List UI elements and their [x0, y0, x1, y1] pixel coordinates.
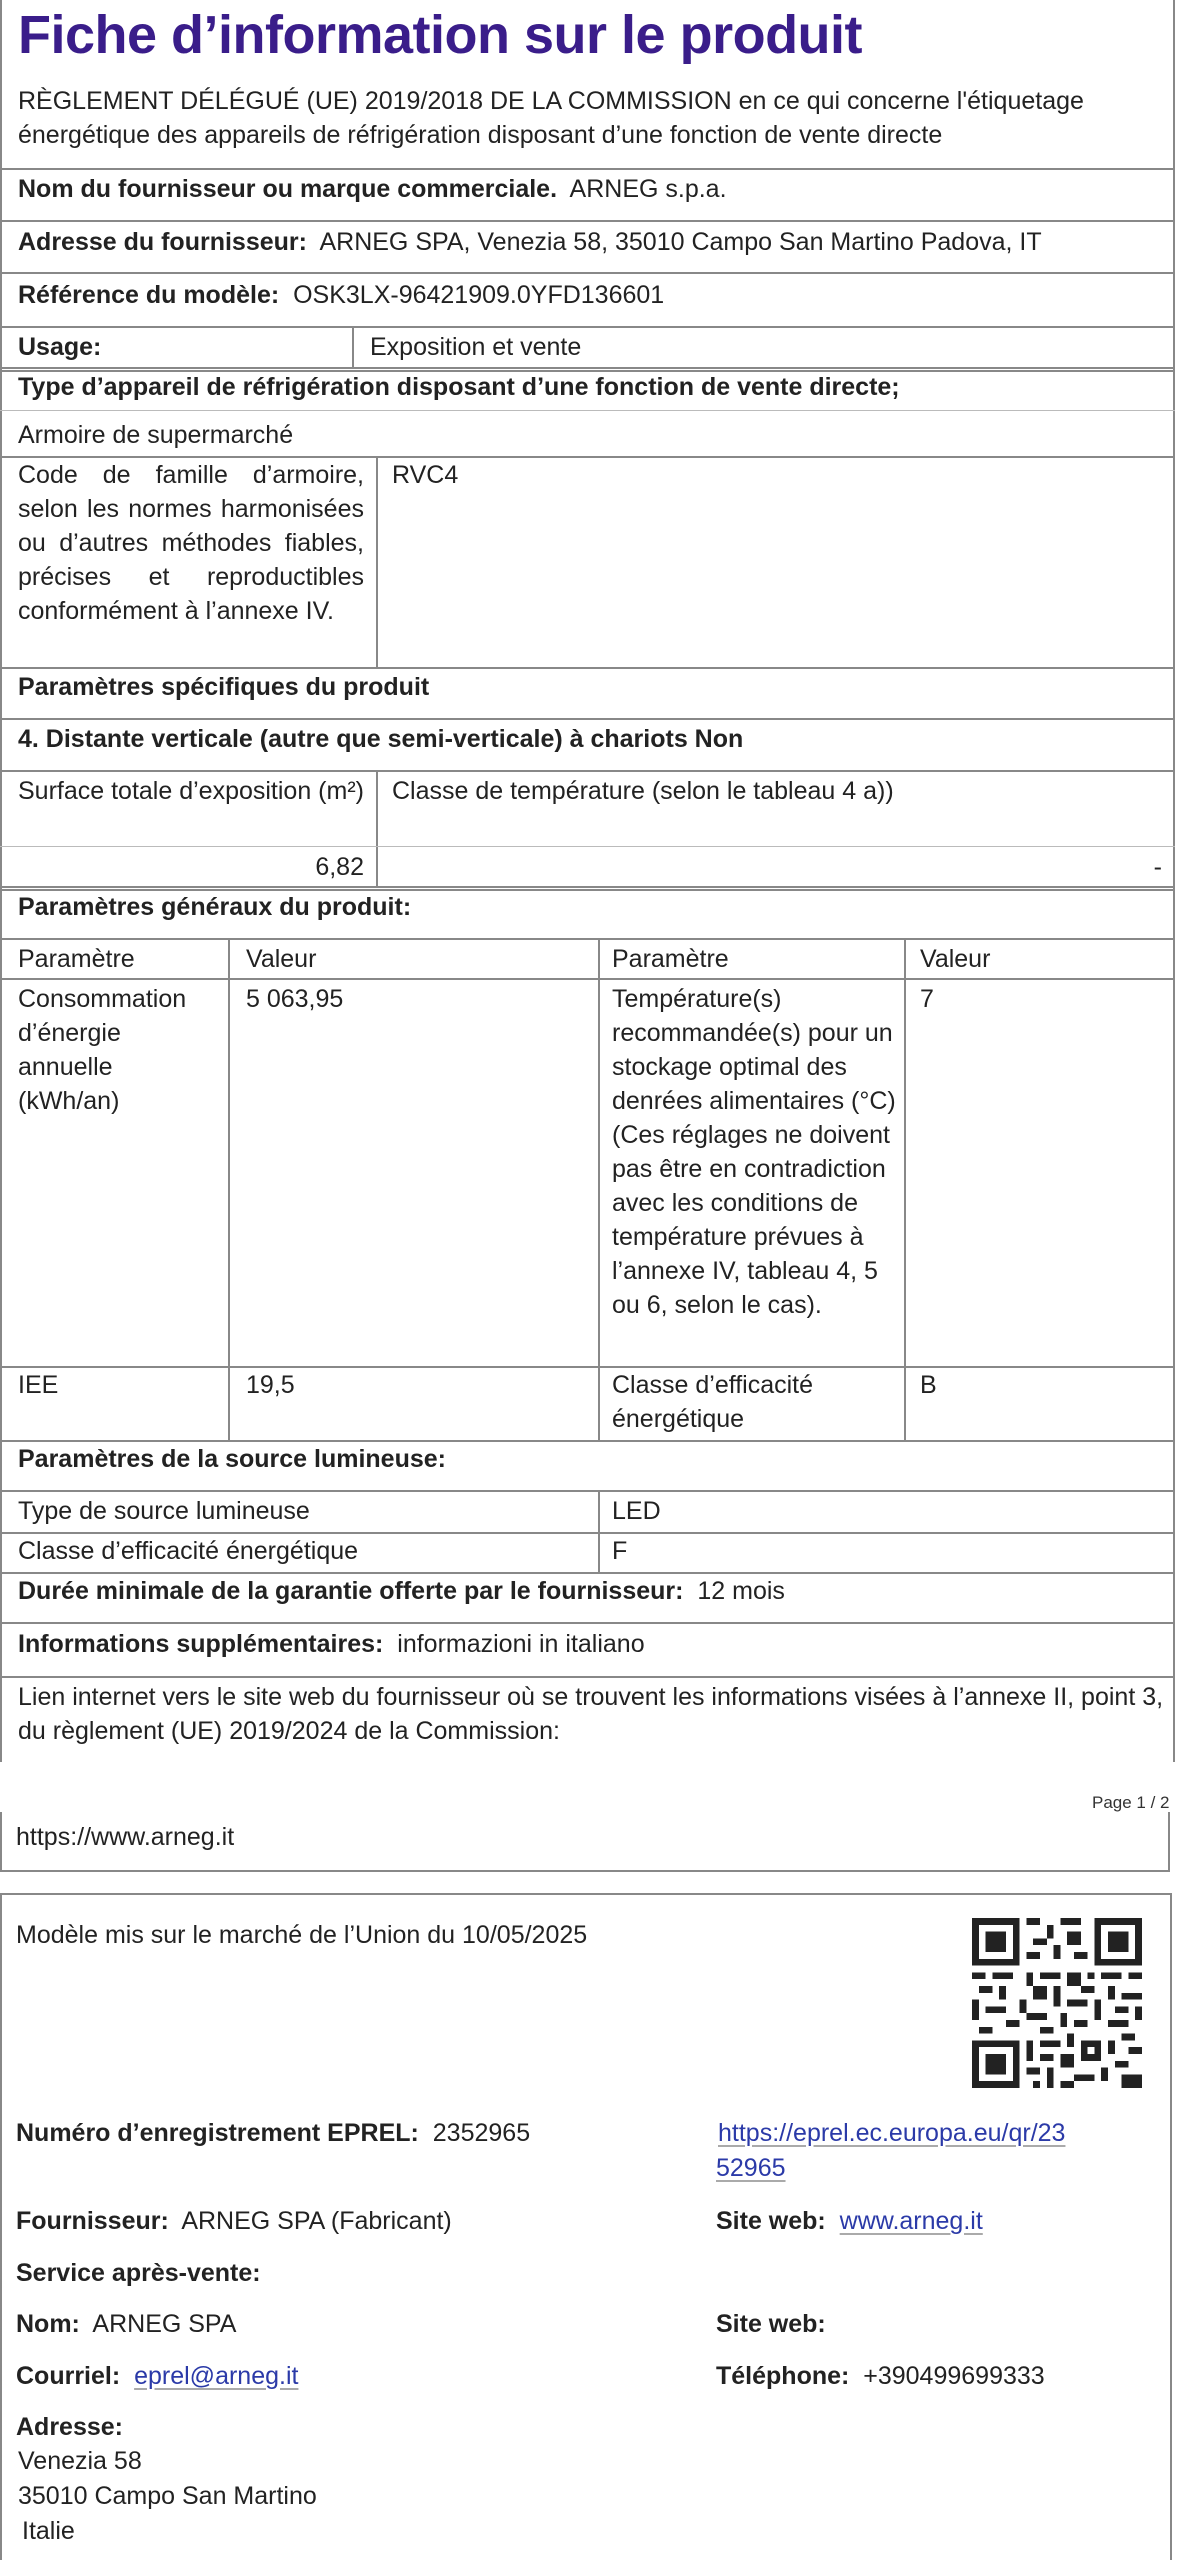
- recommended-temperature-value: 7: [920, 985, 934, 1013]
- regulation-text: RÈGLEMENT DÉLÉGUÉ (UE) 2019/2018 DE LA COMMISSION en ce qui concerne l'étiquetage énergétique des appareils de réfrigération disposant d’une fonction de vente directe: [18, 87, 1084, 149]
- divider: [0, 770, 1175, 772]
- annual-energy-label: Consommation d’énergie annuelle (kWh/an): [18, 985, 187, 1115]
- address-label: Adresse:: [16, 2413, 123, 2441]
- divider: [0, 410, 1175, 411]
- divider: [0, 1622, 1175, 1624]
- appliance-category: 4. Distante verticale (autre que semi-verticale) à chariots Non: [18, 725, 744, 753]
- specific-parameters-heading: Paramètres spécifiques du produit: [18, 673, 430, 701]
- divider: [0, 1870, 1170, 1872]
- recommended-temperature-label: Température(s) recommandée(s) pour un stockage optimal des denrées alimentaires (°C) (Ces réglages ne doivent pas être en contradiction avec les conditions de température prévues à l’annexe IV, tableau 4, 5 ou 6, selon le cas).: [612, 985, 896, 1319]
- table-header-value: Valeur: [920, 945, 991, 973]
- divider: [0, 667, 1175, 669]
- divider: [0, 1490, 1175, 1492]
- energy-class-value: B: [920, 1371, 937, 1399]
- light-source-heading: Paramètres de la source lumineuse:: [18, 1445, 446, 1473]
- phone-label: Téléphone:: [716, 2362, 850, 2390]
- eprel-value: 2352965: [432, 2119, 531, 2147]
- supplier-name-value: ARNEG s.p.a.: [569, 175, 727, 203]
- service-name-value: ARNEG SPA: [92, 2310, 237, 2338]
- warranty-label: Durée minimale de la garantie offerte par le fournisseur:: [18, 1577, 684, 1605]
- manufacturer-value: ARNEG SPA (Fabricant): [181, 2207, 452, 2235]
- appliance-type-heading: Type d’appareil de réfrigération disposant d’une fonction de vente directe;: [18, 373, 900, 401]
- appliance-type-value: Armoire de supermarché: [18, 421, 294, 449]
- supplier-website-info: Lien internet vers le site web du fournisseur où se trouvent les informations visées à l’annexe II, point 3, du règlement (UE) 2019/2024 de la Commission:: [18, 1683, 1164, 1745]
- divider: [0, 168, 1175, 170]
- divider: [0, 846, 1175, 847]
- service-name-row: [16, 2307, 236, 2341]
- border: [1168, 1812, 1170, 1872]
- divider: [0, 367, 1175, 369]
- supplier-address-row: [18, 225, 1042, 259]
- divider: [0, 1893, 1172, 1895]
- service-website-label: Site web:: [716, 2310, 826, 2338]
- supplier-address-label: Adresse du fournisseur:: [18, 228, 307, 256]
- model-reference-label: Référence du modèle:: [18, 281, 280, 309]
- table-header-parameter: Paramètre: [18, 945, 135, 973]
- border: [0, 0, 2, 1762]
- divider: [904, 938, 906, 1440]
- email-label: Courriel:: [16, 2362, 121, 2390]
- eprel-link[interactable]: https://eprel.ec.europa.eu/qr/23: [718, 2119, 1066, 2147]
- light-source-type-value: LED: [612, 1497, 661, 1525]
- divider: [0, 1676, 1175, 1678]
- border: [1170, 1893, 1172, 2560]
- divider: [228, 938, 230, 1440]
- email-link[interactable]: eprel@arneg.it: [134, 2362, 299, 2390]
- divider: [376, 770, 378, 888]
- manufacturer-row: [16, 2204, 452, 2238]
- address-line-1: Venezia 58: [18, 2447, 142, 2475]
- supplier-website-url: https://www.arneg.it: [16, 1823, 235, 1851]
- border: [0, 1893, 2, 2560]
- energy-class-label: Classe d’efficacité énergétique: [612, 1371, 814, 1433]
- page-title: Fiche d’information sur le produit: [18, 5, 863, 65]
- cabinet-family-label: Code de famille d’armoire, selon les normes harmonisées ou d’autres méthodes fiables, précises et reproductibles conformément à l’annexe IV.: [18, 461, 364, 625]
- border: [0, 1812, 2, 1872]
- additional-info-label: Informations supplémentaires:: [18, 1630, 384, 1658]
- address-line-2: 35010 Campo San Martino: [18, 2482, 317, 2510]
- border: [1173, 0, 1175, 1762]
- divider: [0, 718, 1175, 720]
- table-header-parameter: Paramètre: [612, 945, 729, 973]
- usage-label: Usage:: [18, 333, 102, 361]
- light-class-value: F: [612, 1537, 628, 1565]
- divider: [0, 272, 1175, 274]
- display-area-label: Surface totale d’exposition (m²): [18, 777, 364, 805]
- phone-value: +390499699333: [863, 2362, 1045, 2390]
- light-source-type-label: Type de source lumineuse: [18, 1497, 310, 1525]
- warranty-row: [18, 1574, 785, 1608]
- divider: [0, 220, 1175, 222]
- divider: [0, 886, 1175, 888]
- additional-info-row: [18, 1627, 645, 1661]
- warranty-value: 12 mois: [697, 1577, 785, 1605]
- light-class-label: Classe d’efficacité énergétique: [18, 1537, 359, 1565]
- model-reference-row: [18, 278, 664, 312]
- page-number: Page 1 / 2: [1092, 1793, 1170, 1812]
- eei-value: 19,5: [246, 1371, 295, 1399]
- divider: [598, 938, 600, 1440]
- table-header-value: Valeur: [246, 945, 317, 973]
- annual-energy-value: 5 063,95: [246, 985, 344, 1013]
- divider: [352, 326, 354, 368]
- website-label: Site web:: [716, 2207, 826, 2235]
- divider: [0, 1366, 1175, 1368]
- service-name-label: Nom:: [16, 2310, 80, 2338]
- email-row: [16, 2359, 298, 2393]
- divider: [0, 938, 1175, 940]
- eprel-link-continued[interactable]: 52965: [716, 2154, 786, 2182]
- website-link[interactable]: www.arneg.it: [839, 2207, 983, 2235]
- eei-label: IEE: [18, 1371, 59, 1399]
- qr-code-icon[interactable]: [972, 1918, 1142, 2088]
- market-date: Modèle mis sur le marché de l’Union du 10/05/2025: [16, 1921, 588, 1949]
- eprel-row: [16, 2116, 530, 2150]
- eprel-label: Numéro d’enregistrement EPREL:: [16, 2119, 419, 2147]
- additional-info-value: informazioni in italiano: [397, 1630, 645, 1658]
- temperature-class-value: -: [1153, 853, 1162, 881]
- usage-value: Exposition et vente: [370, 333, 582, 361]
- temperature-class-label: Classe de température (selon le tableau 4 a)): [392, 777, 894, 805]
- divider: [0, 326, 1175, 328]
- manufacturer-label: Fournisseur:: [16, 2207, 169, 2235]
- cabinet-family-value: RVC4: [392, 461, 459, 489]
- divider: [0, 978, 1175, 980]
- phone-row: [716, 2359, 1045, 2393]
- address-line-3: Italie: [22, 2517, 75, 2545]
- website-row: [716, 2204, 983, 2238]
- display-area-value: 6,82: [315, 853, 364, 881]
- supplier-name-label: Nom du fournisseur ou marque commerciale.: [18, 175, 558, 203]
- divider: [376, 456, 378, 668]
- supplier-name-row: [18, 172, 727, 206]
- model-reference-value: OSK3LX-96421909.0YFD136601: [293, 281, 665, 309]
- general-parameters-heading: Paramètres généraux du produit:: [18, 893, 412, 921]
- supplier-address-value: ARNEG SPA, Venezia 58, 35010 Campo San Martino Padova, IT: [319, 228, 1042, 256]
- after-sales-heading: Service après-vente:: [16, 2259, 261, 2287]
